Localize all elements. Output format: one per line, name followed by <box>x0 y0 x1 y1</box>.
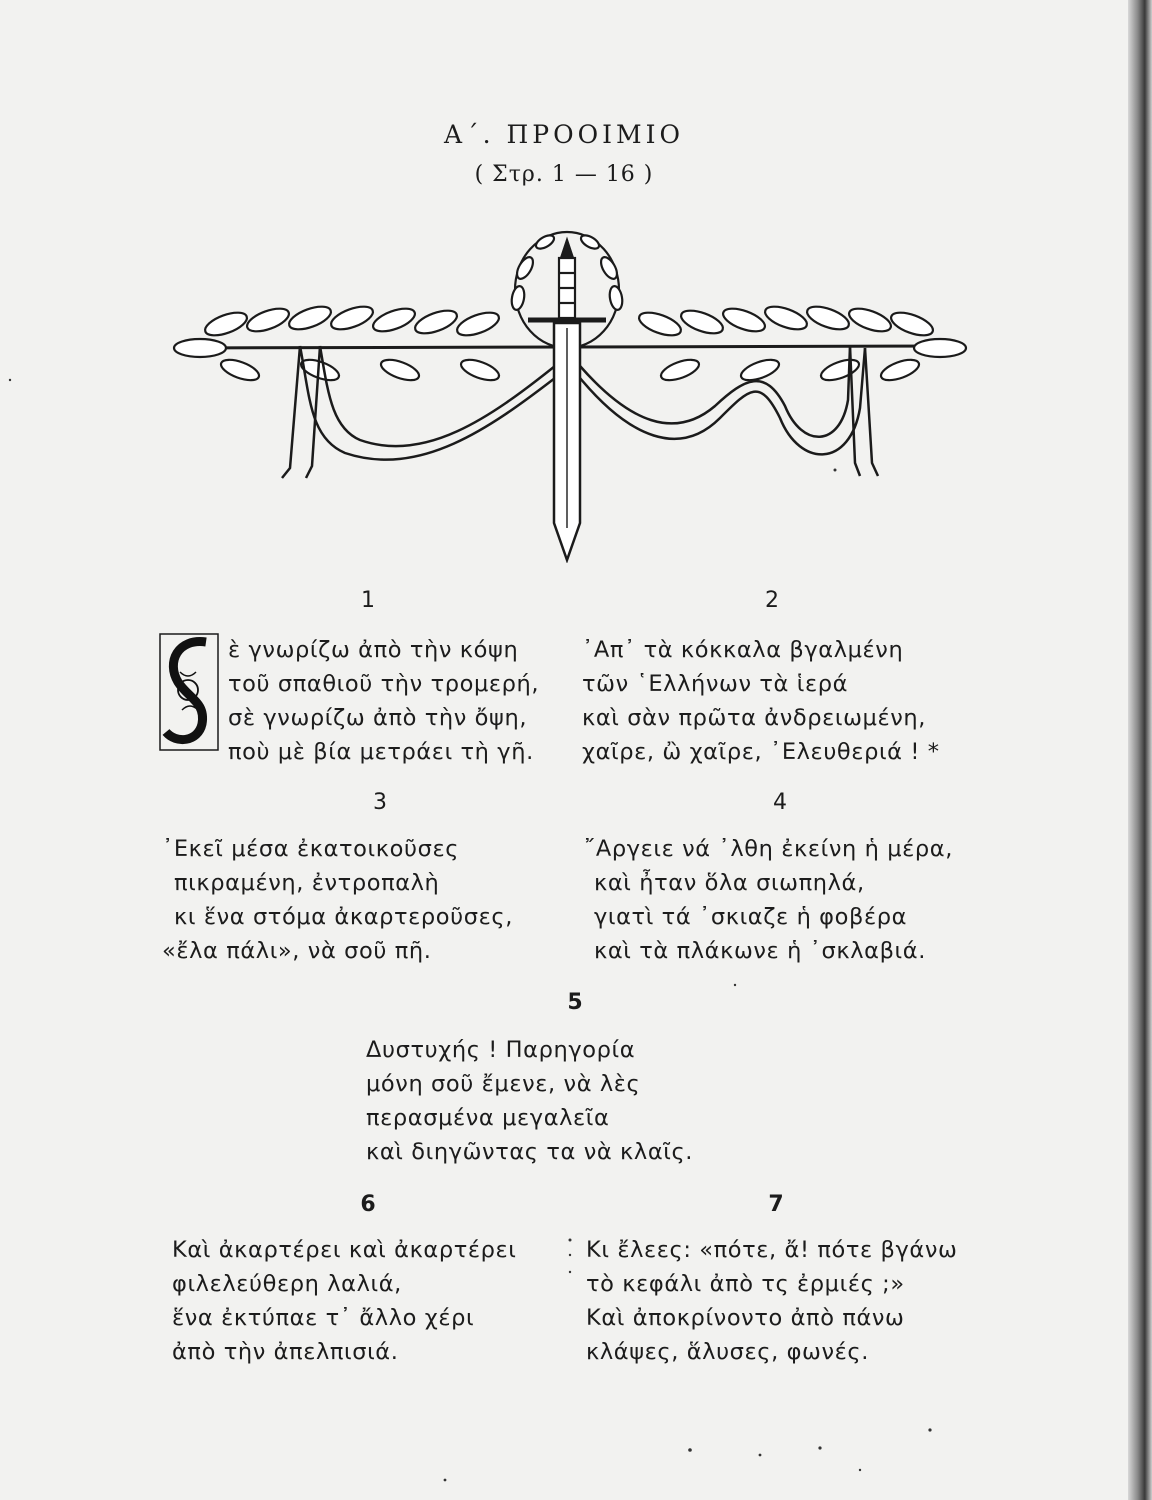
stanza-range: ( Στρ. 1 — 16 ) <box>474 162 654 187</box>
verse-line: Δυστυχής ! Παρηγορία <box>366 1037 636 1063</box>
verse-line: τοῦ σπαθιοῦ τὴν τρομερή, <box>228 671 540 697</box>
decorated-initial-icon <box>158 632 220 752</box>
laurel-sword-ribbon-ornament-icon <box>160 228 980 563</box>
stanza-number: 2 <box>765 588 779 613</box>
stanza-1 <box>228 633 539 769</box>
verse-line: ᾿Εκεῖ μέσα ἐκατοικοῦσες <box>162 836 460 862</box>
verse-line: φιλελεύθερη λαλιά, <box>172 1271 402 1297</box>
verse-line: Καὶ ἀκαρτέρει καὶ ἀκαρτέρει <box>172 1237 517 1263</box>
stanza-6 <box>172 1233 517 1369</box>
verse-line: καὶ σὰν πρῶτα ἀνδρειωμένη, <box>582 705 926 731</box>
verse-line: ᾿Απ᾿ τὰ κόκκαλα βγαλμένη <box>582 637 904 663</box>
verse-line: τὸ κεφάλι ἀπὸ τς ἐρμιές ;» <box>586 1271 905 1297</box>
stanza-5 <box>366 1033 693 1169</box>
stanza-number: 6 <box>360 1192 376 1217</box>
stanza-number: 3 <box>373 790 387 815</box>
stanza-number: 1 <box>361 588 375 613</box>
stanza-number: 7 <box>768 1192 784 1217</box>
verse-line: καὶ ἦταν ὅλα σιωπηλά, <box>594 870 865 896</box>
stanza-number: 4 <box>773 790 787 815</box>
verse-line: ῎Αργειε νά ᾿λθη ἐκείνη ἡ μέρα, <box>584 836 953 862</box>
verse-line: πικραμένη, ἐντροπαλὴ <box>174 870 440 896</box>
verse-line: κι ἕνα στόμα ἀκαρτεροῦσες, <box>174 904 513 930</box>
verse-line: κλάψες, ἅλυσες, φωνές. <box>586 1339 869 1365</box>
verse-line: ἕνα ἐκτύπαε τ᾿ ἄλλο χέρι <box>172 1305 475 1331</box>
verse-line: τῶν ῾Ελλήνων τὰ ἱερά <box>582 671 849 697</box>
verse-line: Κι ἔλεες: «πότε, ἄ! πότε βγάνω <box>586 1237 958 1263</box>
verse-line: ποὺ μὲ βία μετράει τὴ γῆ. <box>228 739 534 765</box>
verse-line: Καὶ ἀποκρίνοντο ἀπὸ πάνω <box>586 1305 905 1331</box>
verse-line: μόνη σοῦ ἔμενε, νὰ λὲς <box>366 1071 641 1097</box>
verse-line: σὲ γνωρίζω ἀπὸ τὴν ὄψη, <box>228 705 528 731</box>
chapter-title: Α΄. ΠΡΟΟΙΜΙΟ <box>444 120 684 149</box>
verse-line: ὲ γνωρίζω ἀπὸ τὴν κόψη <box>228 637 519 663</box>
verse-line: περασμένα μεγαλεῖα <box>366 1105 610 1131</box>
verse-line: καὶ τὰ πλάκωνε ἡ ᾿σκλαβιά. <box>594 938 926 964</box>
verse-line: χαῖρε, ὢ χαῖρε, ᾿Ελευθεριά ! * <box>582 739 940 765</box>
verse-line: καὶ διηγῶντας τα νὰ κλαῖς. <box>366 1139 694 1165</box>
verse-line: «ἔλα πάλι», νὰ σοῦ πῆ. <box>162 938 432 964</box>
verse-line: ἀπὸ τὴν ἀπελπισιά. <box>172 1339 399 1365</box>
verse-line: γιατὶ τά ᾿σκιαζε ἡ φοβέρα <box>594 904 908 930</box>
stanza-2 <box>582 633 940 769</box>
stanza-3 <box>162 832 513 968</box>
stanza-7 <box>586 1233 957 1369</box>
stanza-number: 5 <box>567 990 583 1015</box>
stanza-4 <box>584 832 953 968</box>
page-edge-shadow <box>1128 0 1152 1500</box>
